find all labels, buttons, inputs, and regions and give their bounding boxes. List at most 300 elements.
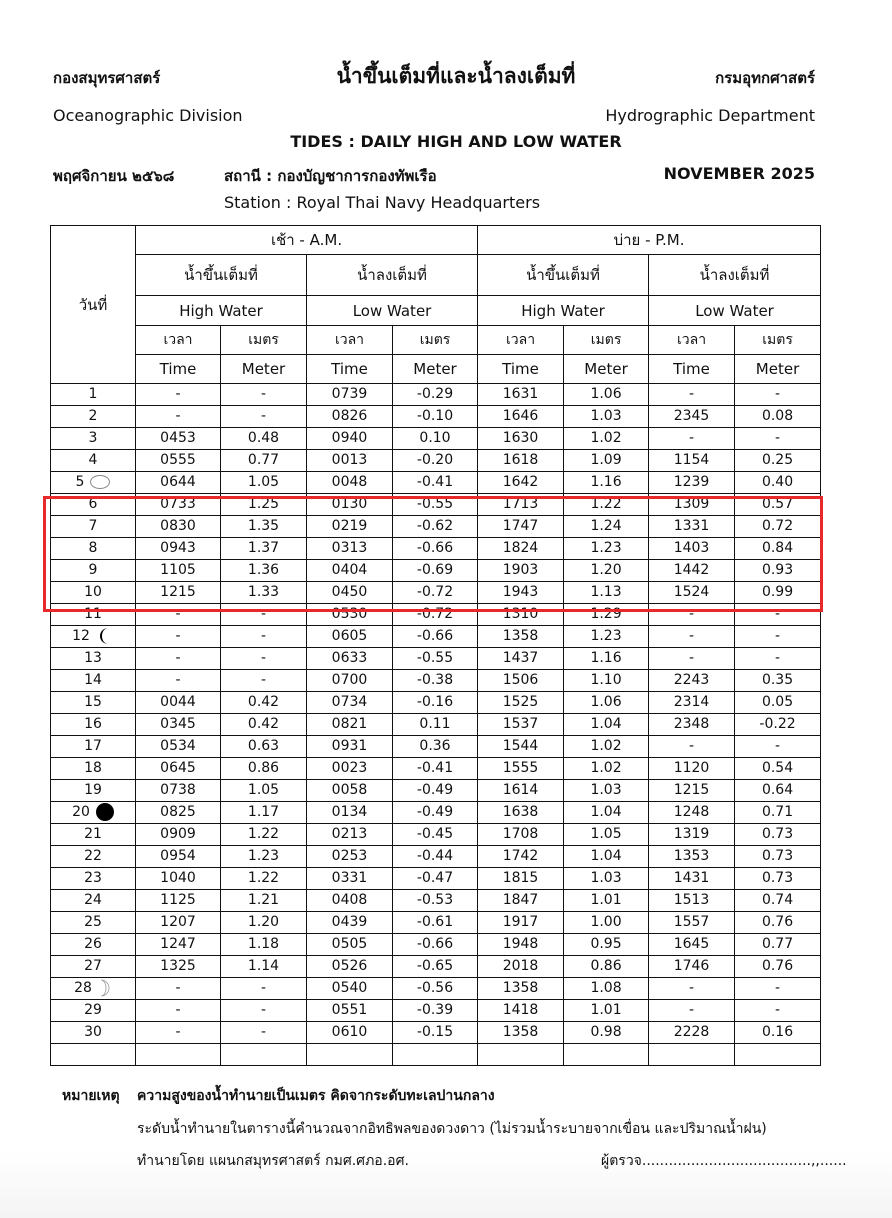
pm-high-meter: 1.20 bbox=[564, 560, 649, 582]
pm-low-time: 1403 bbox=[649, 538, 735, 560]
day-cell bbox=[51, 670, 136, 692]
pm-high-meter: 1.03 bbox=[564, 868, 649, 890]
pm-low-time: 2243 bbox=[649, 670, 735, 692]
am-high-meter: - bbox=[221, 648, 307, 670]
am-high-time: 1125 bbox=[136, 890, 221, 912]
meter-english-header: Meter bbox=[221, 355, 307, 384]
day-number: 13 bbox=[84, 650, 102, 666]
am-low-time: 0219 bbox=[307, 516, 393, 538]
am-high-time: - bbox=[136, 384, 221, 406]
am-low-time: 0530 bbox=[307, 604, 393, 626]
day-cell bbox=[51, 428, 136, 450]
am-high-meter: 1.35 bbox=[221, 516, 307, 538]
day-cell bbox=[51, 516, 136, 538]
day-number: 19 bbox=[84, 782, 102, 798]
station-english: Station : Royal Thai Navy Headquarters bbox=[224, 193, 541, 212]
am-low-meter: -0.65 bbox=[393, 956, 478, 978]
pm-low-meter bbox=[735, 1044, 821, 1066]
pm-low-time: 2314 bbox=[649, 692, 735, 714]
pm-high-meter: 1.16 bbox=[564, 472, 649, 494]
pm-high-meter: 1.04 bbox=[564, 802, 649, 824]
pm-low-time: 1746 bbox=[649, 956, 735, 978]
pm-low-meter: 0.76 bbox=[735, 912, 821, 934]
table-row bbox=[51, 472, 821, 494]
pm-low-time: 1513 bbox=[649, 890, 735, 912]
day-number: 3 bbox=[88, 430, 98, 446]
day-cell bbox=[51, 1044, 136, 1066]
am-high-meter: 1.25 bbox=[221, 494, 307, 516]
pm-high-time: 1358 bbox=[478, 978, 564, 1000]
pm-low-meter: - bbox=[735, 978, 821, 1000]
am-low-time: 0610 bbox=[307, 1022, 393, 1044]
pm-high-time: 1525 bbox=[478, 692, 564, 714]
am-low-meter: -0.16 bbox=[393, 692, 478, 714]
am-high-meter: - bbox=[221, 406, 307, 428]
month-thai: พฤศจิกายน ๒๕๖๘ bbox=[53, 167, 175, 185]
pm-high-time: 1847 bbox=[478, 890, 564, 912]
pm-high-meter: 1.04 bbox=[564, 714, 649, 736]
pm-low-meter: 0.73 bbox=[735, 824, 821, 846]
first-quarter-moon-icon bbox=[98, 979, 112, 997]
am-low-meter: -0.49 bbox=[393, 802, 478, 824]
pm-high-time: 1638 bbox=[478, 802, 564, 824]
am-low-time: 0134 bbox=[307, 802, 393, 824]
am-high-time: 1207 bbox=[136, 912, 221, 934]
am-high-meter: 1.05 bbox=[221, 780, 307, 802]
day-number: 22 bbox=[84, 848, 102, 864]
time-english-header: Time bbox=[136, 355, 221, 384]
am-low-meter: -0.72 bbox=[393, 582, 478, 604]
am-high-meter: 1.22 bbox=[221, 868, 307, 890]
pm-low-time: - bbox=[649, 604, 735, 626]
am-low-meter: -0.53 bbox=[393, 890, 478, 912]
pm-high-time: 2018 bbox=[478, 956, 564, 978]
pm-high-meter: 1.02 bbox=[564, 428, 649, 450]
table-row bbox=[51, 450, 821, 472]
am-high-time: 0825 bbox=[136, 802, 221, 824]
am-high-meter: - bbox=[221, 626, 307, 648]
pm-high-time bbox=[478, 1044, 564, 1066]
time-thai-header: เวลา bbox=[307, 326, 393, 355]
day-number: 2 bbox=[88, 408, 98, 424]
pm-low-time: - bbox=[649, 626, 735, 648]
page-title-thai: น้ำขึ้นเต็มที่และน้ำลงเต็มที่ bbox=[336, 64, 576, 88]
meter-english-header: Meter bbox=[564, 355, 649, 384]
pm-low-time: 1248 bbox=[649, 802, 735, 824]
day-number: 10 bbox=[84, 584, 102, 600]
table-row bbox=[51, 648, 821, 670]
am-high-meter: - bbox=[221, 670, 307, 692]
am-low-time: 0734 bbox=[307, 692, 393, 714]
am-low-time: 0013 bbox=[307, 450, 393, 472]
pm-low-time: 1120 bbox=[649, 758, 735, 780]
am-high-time bbox=[136, 1044, 221, 1066]
am-high-meter: 1.36 bbox=[221, 560, 307, 582]
pm-low-water-thai: น้ำลงเต็มที่ bbox=[649, 255, 821, 296]
notes-predicted-by: ทำนายโดย แผนกสมุทรศาสตร์ กมศ.ศภอ.อศ. bbox=[137, 1153, 409, 1169]
am-high-meter: 0.42 bbox=[221, 692, 307, 714]
last-quarter-moon-icon bbox=[96, 627, 114, 645]
am-low-meter: -0.69 bbox=[393, 560, 478, 582]
pm-high-time: 1418 bbox=[478, 1000, 564, 1022]
am-high-meter: 1.37 bbox=[221, 538, 307, 560]
day-cell bbox=[51, 890, 136, 912]
table-row bbox=[51, 1044, 821, 1066]
am-high-meter: - bbox=[221, 384, 307, 406]
notes-checker: ผู้ตรวจ......................................,,...... bbox=[601, 1153, 847, 1169]
table-row bbox=[51, 692, 821, 714]
am-low-water-english: Low Water bbox=[307, 296, 478, 326]
notes-label: หมายเหตุ bbox=[62, 1088, 120, 1104]
day-number: 28 bbox=[74, 980, 92, 996]
division-english: Oceanographic Division bbox=[53, 106, 243, 125]
table-row bbox=[51, 714, 821, 736]
day-number: 4 bbox=[88, 452, 98, 468]
pm-low-meter: -0.22 bbox=[735, 714, 821, 736]
day-cell bbox=[51, 384, 136, 406]
am-low-time: 0540 bbox=[307, 978, 393, 1000]
day-number: 27 bbox=[84, 958, 102, 974]
day-cell bbox=[51, 648, 136, 670]
table-row bbox=[51, 604, 821, 626]
day-cell bbox=[51, 450, 136, 472]
am-low-meter: -0.10 bbox=[393, 406, 478, 428]
day-cell bbox=[51, 626, 136, 648]
am-low-time: 0313 bbox=[307, 538, 393, 560]
am-high-time: 1325 bbox=[136, 956, 221, 978]
time-thai-header: เวลา bbox=[478, 326, 564, 355]
new-moon-icon bbox=[96, 803, 114, 821]
pm-low-water-english: Low Water bbox=[649, 296, 821, 326]
table-row bbox=[51, 384, 821, 406]
am-high-time: 0645 bbox=[136, 758, 221, 780]
day-cell bbox=[51, 736, 136, 758]
am-high-meter: 1.23 bbox=[221, 846, 307, 868]
day-cell bbox=[51, 912, 136, 934]
am-high-time: 0555 bbox=[136, 450, 221, 472]
am-low-meter: -0.29 bbox=[393, 384, 478, 406]
time-thai-header: เวลา bbox=[649, 326, 735, 355]
pm-low-time: - bbox=[649, 384, 735, 406]
am-low-meter: -0.66 bbox=[393, 538, 478, 560]
day-number: 11 bbox=[84, 606, 102, 622]
pm-low-time: 2228 bbox=[649, 1022, 735, 1044]
pm-low-time: 1319 bbox=[649, 824, 735, 846]
am-low-time: 0826 bbox=[307, 406, 393, 428]
department-english: Hydrographic Department bbox=[605, 106, 815, 125]
pm-high-time: 1544 bbox=[478, 736, 564, 758]
table-row bbox=[51, 736, 821, 758]
table-row bbox=[51, 978, 821, 1000]
table-row bbox=[51, 494, 821, 516]
am-low-time: 0739 bbox=[307, 384, 393, 406]
am-low-meter: -0.66 bbox=[393, 626, 478, 648]
pm-high-meter: 1.29 bbox=[564, 604, 649, 626]
pm-low-time: - bbox=[649, 736, 735, 758]
pm-low-meter: 0.73 bbox=[735, 846, 821, 868]
table-row bbox=[51, 912, 821, 934]
am-low-time: 0439 bbox=[307, 912, 393, 934]
pm-high-meter: 1.22 bbox=[564, 494, 649, 516]
table-row bbox=[51, 802, 821, 824]
pm-high-meter: 1.23 bbox=[564, 538, 649, 560]
am-high-time: 0909 bbox=[136, 824, 221, 846]
am-low-meter: -0.41 bbox=[393, 758, 478, 780]
am-high-time: - bbox=[136, 978, 221, 1000]
pm-low-meter: 0.64 bbox=[735, 780, 821, 802]
day-number: 9 bbox=[88, 562, 98, 578]
day-cell bbox=[51, 758, 136, 780]
day-cell bbox=[51, 1022, 136, 1044]
pm-low-meter: - bbox=[735, 626, 821, 648]
table-row bbox=[51, 428, 821, 450]
am-low-meter: -0.44 bbox=[393, 846, 478, 868]
table-row bbox=[51, 516, 821, 538]
pm-high-meter: 1.03 bbox=[564, 406, 649, 428]
table-row bbox=[51, 626, 821, 648]
day-number: 14 bbox=[84, 672, 102, 688]
pm-low-meter: 0.08 bbox=[735, 406, 821, 428]
pm-high-meter: 1.00 bbox=[564, 912, 649, 934]
pm-high-time: 1358 bbox=[478, 626, 564, 648]
pm-low-time: 1557 bbox=[649, 912, 735, 934]
am-high-meter: 1.17 bbox=[221, 802, 307, 824]
am-low-time: 0526 bbox=[307, 956, 393, 978]
table-row bbox=[51, 538, 821, 560]
pm-low-time: 2345 bbox=[649, 406, 735, 428]
am-low-water-thai: น้ำลงเต็มที่ bbox=[307, 255, 478, 296]
pm-low-meter: 0.05 bbox=[735, 692, 821, 714]
pm-low-meter: - bbox=[735, 428, 821, 450]
pm-low-meter: 0.16 bbox=[735, 1022, 821, 1044]
pm-high-meter: 0.86 bbox=[564, 956, 649, 978]
am-low-time: 0821 bbox=[307, 714, 393, 736]
day-cell bbox=[51, 472, 136, 494]
day-number: 24 bbox=[84, 892, 102, 908]
pm-high-time: 1642 bbox=[478, 472, 564, 494]
am-high-time: - bbox=[136, 626, 221, 648]
pm-high-water-thai: น้ำขึ้นเต็มที่ bbox=[478, 255, 649, 296]
am-low-meter: -0.45 bbox=[393, 824, 478, 846]
day-cell bbox=[51, 714, 136, 736]
meter-english-header: Meter bbox=[393, 355, 478, 384]
am-high-time: 0345 bbox=[136, 714, 221, 736]
tide-table bbox=[50, 225, 821, 1066]
am-low-meter: 0.11 bbox=[393, 714, 478, 736]
pm-high-meter: 1.01 bbox=[564, 1000, 649, 1022]
pm-low-meter: 0.99 bbox=[735, 582, 821, 604]
am-high-time: 0830 bbox=[136, 516, 221, 538]
am-high-time: - bbox=[136, 1000, 221, 1022]
pm-low-meter: 0.57 bbox=[735, 494, 821, 516]
day-cell bbox=[51, 406, 136, 428]
pm-high-meter: 1.03 bbox=[564, 780, 649, 802]
pm-low-time: 1309 bbox=[649, 494, 735, 516]
am-high-time: 1247 bbox=[136, 934, 221, 956]
am-low-meter: -0.56 bbox=[393, 978, 478, 1000]
pm-high-meter: 0.95 bbox=[564, 934, 649, 956]
table-row bbox=[51, 956, 821, 978]
pm-low-time: 1442 bbox=[649, 560, 735, 582]
am-high-time: - bbox=[136, 1022, 221, 1044]
pm-high-meter: 1.24 bbox=[564, 516, 649, 538]
pm-high-time: 1646 bbox=[478, 406, 564, 428]
day-number: 30 bbox=[84, 1024, 102, 1040]
day-cell bbox=[51, 802, 136, 824]
pm-high-time: 1713 bbox=[478, 494, 564, 516]
month-english: NOVEMBER 2025 bbox=[663, 164, 815, 183]
am-low-time: 0940 bbox=[307, 428, 393, 450]
pm-high-meter: 1.04 bbox=[564, 846, 649, 868]
am-low-meter: -0.38 bbox=[393, 670, 478, 692]
day-number: 29 bbox=[84, 1002, 102, 1018]
pm-low-meter: - bbox=[735, 648, 821, 670]
pm-header: บ่าย - P.M. bbox=[478, 226, 821, 255]
pm-high-time: 1310 bbox=[478, 604, 564, 626]
am-low-meter: -0.55 bbox=[393, 494, 478, 516]
pm-high-water-english: High Water bbox=[478, 296, 649, 326]
pm-high-time: 1747 bbox=[478, 516, 564, 538]
pm-high-meter: 1.05 bbox=[564, 824, 649, 846]
am-high-meter: 1.22 bbox=[221, 824, 307, 846]
pm-high-time: 1815 bbox=[478, 868, 564, 890]
pm-high-time: 1537 bbox=[478, 714, 564, 736]
day-cell bbox=[51, 604, 136, 626]
am-low-meter: -0.66 bbox=[393, 934, 478, 956]
am-high-meter: 0.63 bbox=[221, 736, 307, 758]
am-high-time: 0954 bbox=[136, 846, 221, 868]
meter-thai-header: เมตร bbox=[221, 326, 307, 355]
day-cell bbox=[51, 692, 136, 714]
am-low-meter: -0.15 bbox=[393, 1022, 478, 1044]
table-row bbox=[51, 890, 821, 912]
am-low-meter: -0.49 bbox=[393, 780, 478, 802]
am-high-meter: 1.33 bbox=[221, 582, 307, 604]
am-high-time: - bbox=[136, 604, 221, 626]
tide-table-body bbox=[51, 384, 821, 1066]
pm-high-meter: 1.01 bbox=[564, 890, 649, 912]
am-high-time: 0738 bbox=[136, 780, 221, 802]
time-english-header: Time bbox=[478, 355, 564, 384]
table-row bbox=[51, 1000, 821, 1022]
am-low-time: 0605 bbox=[307, 626, 393, 648]
pm-high-meter: 1.09 bbox=[564, 450, 649, 472]
pm-high-meter: 1.10 bbox=[564, 670, 649, 692]
day-number: 12 bbox=[72, 628, 90, 644]
pm-high-time: 1614 bbox=[478, 780, 564, 802]
day-cell bbox=[51, 780, 136, 802]
am-high-meter: - bbox=[221, 604, 307, 626]
am-low-meter: -0.41 bbox=[393, 472, 478, 494]
pm-low-time: 1154 bbox=[649, 450, 735, 472]
am-high-meter: 1.20 bbox=[221, 912, 307, 934]
am-high-time: 0943 bbox=[136, 538, 221, 560]
table-row bbox=[51, 824, 821, 846]
pm-high-time: 1943 bbox=[478, 582, 564, 604]
pm-high-time: 1824 bbox=[478, 538, 564, 560]
day-number: 16 bbox=[84, 716, 102, 732]
pm-high-meter: 1.06 bbox=[564, 384, 649, 406]
am-low-meter: -0.47 bbox=[393, 868, 478, 890]
am-low-time: 0408 bbox=[307, 890, 393, 912]
meter-thai-header: เมตร bbox=[393, 326, 478, 355]
station-thai: สถานี : กองบัญชาการกองทัพเรือ bbox=[224, 167, 437, 185]
am-low-time: 0505 bbox=[307, 934, 393, 956]
am-high-meter bbox=[221, 1044, 307, 1066]
notes-line-2: ระดับน้ำทำนายในตารางนี้คำนวณจากอิทธิพลของดวงดาว (ไม่รวมน้ำระบายจากเขื่อน และปริมาณน้ำฝน) bbox=[137, 1121, 767, 1137]
am-low-time: 0404 bbox=[307, 560, 393, 582]
am-low-meter: -0.72 bbox=[393, 604, 478, 626]
pm-low-meter: 0.35 bbox=[735, 670, 821, 692]
pm-low-time bbox=[649, 1044, 735, 1066]
table-row bbox=[51, 560, 821, 582]
pm-high-time: 1917 bbox=[478, 912, 564, 934]
time-thai-header: เวลา bbox=[136, 326, 221, 355]
am-low-time: 0213 bbox=[307, 824, 393, 846]
day-cell bbox=[51, 1000, 136, 1022]
pm-low-meter: 0.40 bbox=[735, 472, 821, 494]
pm-high-meter: 0.98 bbox=[564, 1022, 649, 1044]
am-high-meter: 0.86 bbox=[221, 758, 307, 780]
am-low-time: 0700 bbox=[307, 670, 393, 692]
pm-high-time: 1618 bbox=[478, 450, 564, 472]
full-moon-icon bbox=[90, 475, 110, 489]
day-cell bbox=[51, 824, 136, 846]
pm-high-time: 1506 bbox=[478, 670, 564, 692]
pm-high-time: 1708 bbox=[478, 824, 564, 846]
am-low-meter: -0.61 bbox=[393, 912, 478, 934]
am-high-time: 1040 bbox=[136, 868, 221, 890]
day-number: 25 bbox=[84, 914, 102, 930]
pm-low-meter: 0.72 bbox=[735, 516, 821, 538]
am-low-meter: -0.39 bbox=[393, 1000, 478, 1022]
pm-high-time: 1437 bbox=[478, 648, 564, 670]
day-column-header: วันที่ bbox=[51, 226, 136, 384]
pm-low-time: 1331 bbox=[649, 516, 735, 538]
pm-high-time: 1903 bbox=[478, 560, 564, 582]
pm-high-meter bbox=[564, 1044, 649, 1066]
pm-low-time: 2348 bbox=[649, 714, 735, 736]
am-high-meter: 0.42 bbox=[221, 714, 307, 736]
pm-low-meter: 0.76 bbox=[735, 956, 821, 978]
pm-high-time: 1631 bbox=[478, 384, 564, 406]
am-high-meter: - bbox=[221, 1022, 307, 1044]
am-low-meter: -0.62 bbox=[393, 516, 478, 538]
department-thai: กรมอุทกศาสตร์ bbox=[715, 69, 815, 87]
day-number: 5 bbox=[75, 474, 85, 490]
day-cell bbox=[51, 494, 136, 516]
pm-low-meter: - bbox=[735, 1000, 821, 1022]
notes-line-1: ความสูงของน้ำทำนายเป็นเมตร คิดจากระดับทะเลปานกลาง bbox=[137, 1088, 495, 1104]
time-english-header: Time bbox=[649, 355, 735, 384]
pm-low-meter: 0.73 bbox=[735, 868, 821, 890]
am-low-meter: 0.36 bbox=[393, 736, 478, 758]
pm-low-time: 1524 bbox=[649, 582, 735, 604]
table-row bbox=[51, 868, 821, 890]
meter-thai-header: เมตร bbox=[564, 326, 649, 355]
pm-high-time: 1555 bbox=[478, 758, 564, 780]
am-high-meter: 1.05 bbox=[221, 472, 307, 494]
am-high-time: - bbox=[136, 670, 221, 692]
pm-low-meter: 0.54 bbox=[735, 758, 821, 780]
day-cell bbox=[51, 956, 136, 978]
day-cell bbox=[51, 538, 136, 560]
pm-high-time: 1742 bbox=[478, 846, 564, 868]
pm-low-time: - bbox=[649, 978, 735, 1000]
pm-low-meter: - bbox=[735, 736, 821, 758]
am-high-meter: 0.77 bbox=[221, 450, 307, 472]
day-number: 8 bbox=[88, 540, 98, 556]
